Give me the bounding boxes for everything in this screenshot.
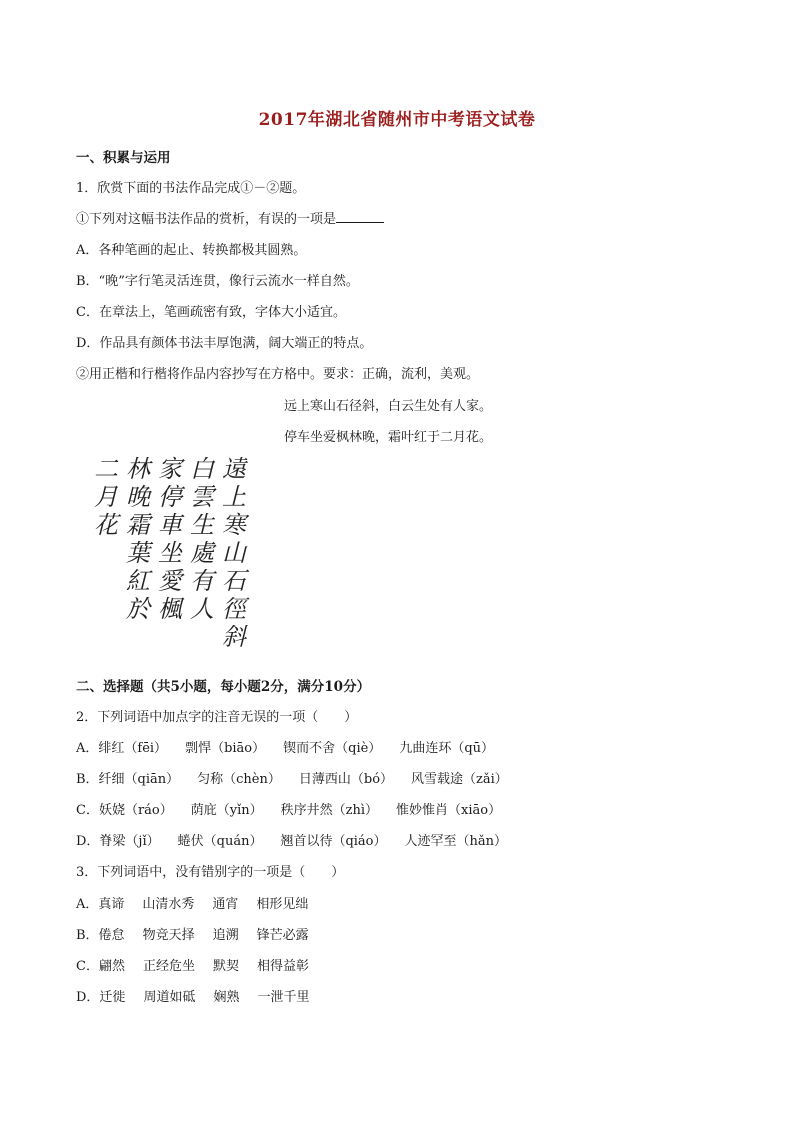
option-item: 荫庇（yǐn）: [190, 803, 263, 818]
option-item: B．倦怠: [76, 928, 125, 943]
q3-option-c: [76, 955, 327, 974]
sub1-text: ①下列对这幅书法作品的赏析，有误的一项是: [76, 212, 337, 227]
q2-option-b: [76, 768, 526, 787]
option-item: C．翩然: [76, 959, 125, 974]
calligraphy-column: 白 雲 生 處 有 人: [190, 455, 214, 623]
poem-line-2: 停车坐爱枫林晚，霜叶红于二月花。: [284, 430, 493, 445]
q1-option-a: A．各种笔画的起止、转换都极其圆熟。: [76, 243, 307, 258]
q1-option-d: D．作品具有颜体书法丰厚饱满，阔大端正的特点。: [76, 336, 373, 351]
option-item: 惟妙惟肖（xiāo）: [396, 803, 502, 818]
option-item: 通宵: [212, 897, 239, 912]
option-item: 物竞天择: [142, 928, 195, 943]
option-item: 风雪载途（zǎi）: [411, 772, 508, 787]
option-item: 追溯: [212, 928, 239, 943]
section2-heading: 二、选择题（共5小题，每小题2分，满分10分）: [76, 679, 371, 695]
q3-option-a: [76, 893, 326, 912]
option-item: A．绯红（fēi）: [76, 741, 168, 756]
option-item: 一泄千里: [257, 990, 310, 1005]
option-item: 蜷伏（quán）: [177, 834, 263, 849]
question-1: 1．欣赏下面的书法作品完成①－②题。: [76, 181, 306, 196]
q3-option-b: [76, 924, 327, 943]
option-item: A．真谛: [76, 897, 125, 912]
option-item: 人迹罕至（hǎn）: [404, 834, 508, 849]
calligraphy-column: 二 月 花: [94, 455, 118, 539]
option-item: 九曲连环（qū）: [399, 741, 495, 756]
option-item: D．脊梁（jǐ）: [76, 834, 160, 849]
option-item: 默契: [212, 959, 239, 974]
question-3: 3．下列词语中，没有错别字的一项是（ ）: [76, 865, 345, 880]
option-item: 日薄西山（bó）: [298, 772, 394, 787]
option-item: 剽悍（biāo）: [185, 741, 266, 756]
option-item: 正经危坐: [142, 959, 195, 974]
calligraphy-image: [76, 455, 246, 651]
poem-line-1: 远上寒山石径斜，白云生处有人家。: [284, 399, 493, 414]
option-item: 山清水秀: [142, 897, 195, 912]
option-item: 相形见绌: [256, 897, 309, 912]
option-item: B．纤细（qiān）: [76, 772, 180, 787]
q2-option-d: [76, 830, 525, 849]
section1-heading: 一、积累与运用: [76, 150, 171, 166]
q1-option-c: C．在章法上，笔画疏密有致，字体大小适宜。: [76, 305, 346, 320]
q3-option-d: [76, 986, 327, 1005]
option-item: 娴熟: [213, 990, 240, 1005]
q2-option-a: [76, 737, 512, 756]
page-title: 2017年湖北省随州市中考语文试卷: [258, 110, 536, 130]
option-item: 翘首以待（qiáo）: [280, 834, 387, 849]
answer-blank[interactable]: [336, 210, 384, 223]
calligraphy-column: 家 停 車 坐 愛 楓: [158, 455, 182, 623]
option-item: 周道如砥: [143, 990, 196, 1005]
q2-option-c: [76, 799, 519, 818]
option-item: 锲而不舍（qiè）: [283, 741, 382, 756]
option-item: 秩序井然（zhì）: [280, 803, 379, 818]
option-item: D．迁徙: [76, 990, 126, 1005]
option-item: 相得益彰: [256, 959, 309, 974]
question-2: 2．下列词语中加点字的注音无误的一项（ ）: [76, 710, 358, 725]
question-1-sub1: [76, 208, 384, 227]
question-1-sub2: ②用正楷和行楷将作品内容抄写在方格中。要求：正确，流利，美观。: [76, 367, 480, 382]
calligraphy-column: 林 晚 霜 葉 紅 於: [126, 455, 150, 623]
q1-option-b: B．“晚”字行笔灵活连贯，像行云流水一样自然。: [76, 274, 359, 289]
option-item: 锋芒必露: [256, 928, 309, 943]
option-item: C．妖娆（ráo）: [76, 803, 173, 818]
option-item: 匀称（chèn）: [197, 772, 281, 787]
calligraphy-column: 遠 上 寒 山 石 徑 斜: [222, 455, 246, 651]
